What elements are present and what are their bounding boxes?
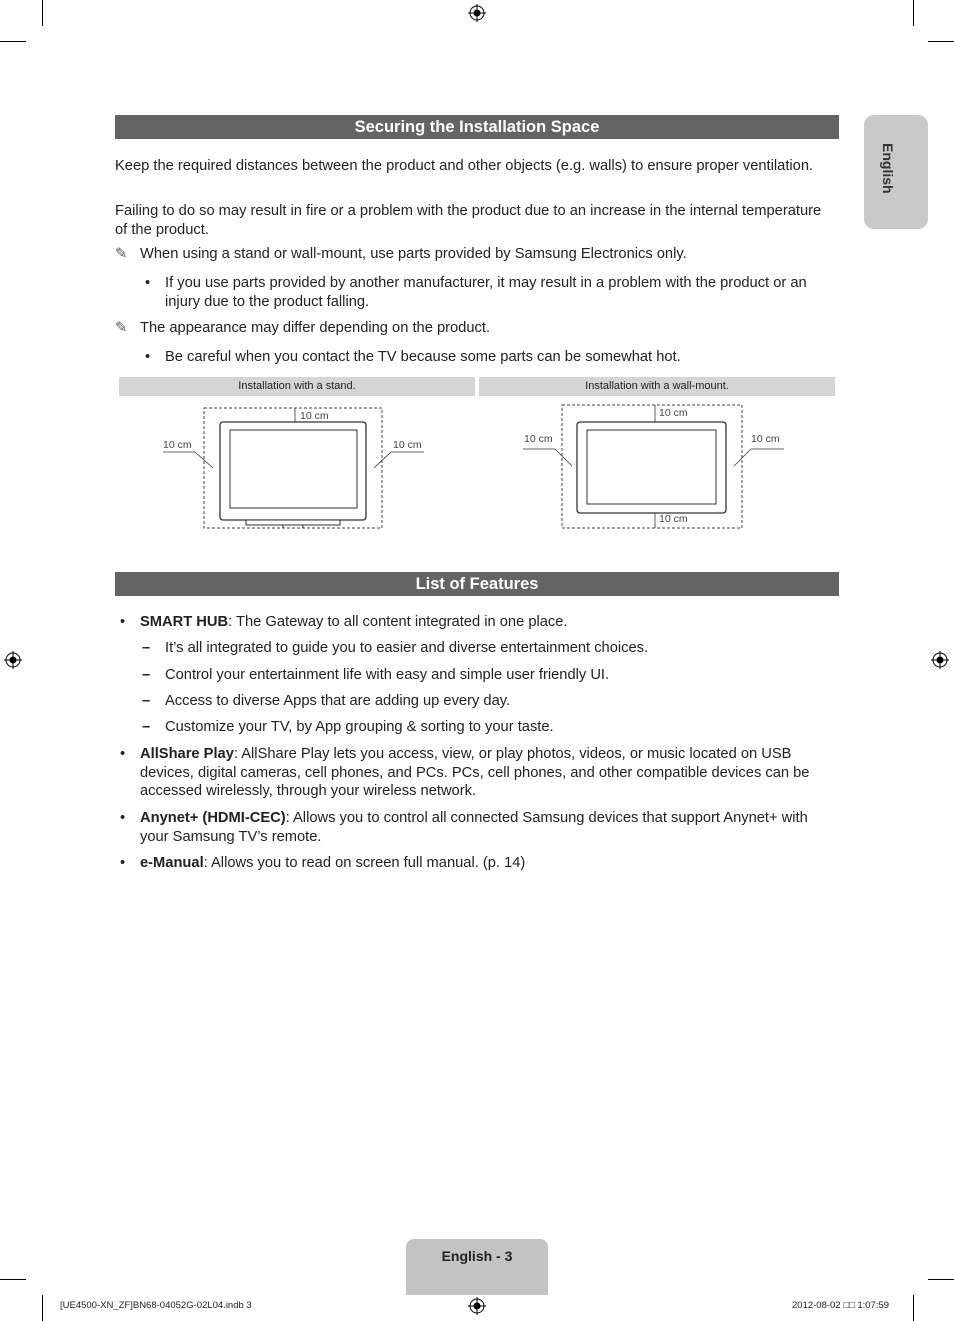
pencil-note-icon: ✎ <box>115 246 128 262</box>
dash-icon: – <box>142 667 151 683</box>
feature-description: : AllShare Play lets you access, view, or play photos, videos, or music located on USB devices, digital cameras, cell phones, and PCs. PCs, cell phones, and other compatible devices can be accessed wirelessly, through your wireless network. <box>140 746 810 799</box>
registration-mark-icon <box>468 1297 486 1315</box>
clearance-label-top: 10 cm <box>659 407 688 419</box>
sub-item <box>142 666 609 685</box>
bullet-item <box>145 274 840 311</box>
note <box>115 319 490 338</box>
bullet-icon: • <box>145 349 151 365</box>
feature-term: Anynet+ (HDMI-CEC) <box>140 810 286 826</box>
clearance-label-right: 10 cm <box>393 439 422 451</box>
crop-mark <box>0 41 26 42</box>
language-side-tab-label: English <box>880 143 896 194</box>
registration-mark-icon <box>4 651 22 669</box>
clearance-label-left: 10 cm <box>524 433 553 445</box>
bullet-icon: • <box>120 746 126 762</box>
sub-item-text: It’s all integrated to guide you to easier and diverse entertainment choices. <box>165 640 649 656</box>
feature-description: : Allows you to control all connected Samsung devices that support Anynet+ with your Samsung TV’s remote. <box>140 810 808 845</box>
pencil-note-icon: ✎ <box>115 320 128 336</box>
note <box>115 245 687 264</box>
feature-item-allshare-play <box>120 745 840 801</box>
sub-item-text: Control your entertainment life with easy and simple user friendly UI. <box>165 667 610 683</box>
clearance-label-top: 10 cm <box>300 410 329 422</box>
language-side-tab <box>864 115 928 229</box>
figure-caption-stand: Installation with a stand. <box>119 377 475 396</box>
crop-mark <box>928 1279 954 1280</box>
sub-item <box>142 639 648 658</box>
feature-item-anynet <box>120 809 840 846</box>
crop-mark <box>0 1279 26 1280</box>
feature-term: e-Manual <box>140 855 204 871</box>
clearance-label-bottom: 10 cm <box>659 513 688 525</box>
crop-mark <box>42 0 43 26</box>
dash-icon: – <box>142 693 151 709</box>
clearance-label-left: 10 cm <box>163 439 192 451</box>
page-number-tab <box>406 1239 548 1295</box>
tv-wall-mount-illustration <box>479 396 835 536</box>
bullet-icon: • <box>120 614 126 630</box>
feature-term: SMART HUB <box>140 614 229 630</box>
bullet-text: Be careful when you contact the TV because some parts can be somewhat hot. <box>165 349 681 365</box>
crop-mark <box>928 41 954 42</box>
page-number: English - 3 <box>441 1248 513 1264</box>
section-title-features: List of Features <box>115 572 839 596</box>
note-text: When using a stand or wall-mount, use parts provided by Samsung Electronics only. <box>140 246 687 262</box>
registration-mark-icon <box>468 4 486 22</box>
paragraph: Failing to do so may result in fire or a problem with the product due to an increase in the internal temperature of the product. <box>115 203 822 238</box>
sub-item-text: Access to diverse Apps that are adding up every day. <box>165 693 511 709</box>
bullet-item <box>145 348 840 367</box>
sub-item <box>142 692 510 711</box>
tv-stand-illustration <box>119 396 475 536</box>
dash-icon: – <box>142 640 151 656</box>
crop-mark <box>42 1295 43 1321</box>
bullet-icon: • <box>145 275 151 291</box>
feature-description: : The Gateway to all content integrated in one place. <box>228 614 568 630</box>
sub-item <box>142 718 554 737</box>
sub-item-text: Customize your TV, by App grouping & sorting to your taste. <box>165 719 554 735</box>
note-text: The appearance may differ depending on the product. <box>140 320 491 336</box>
feature-item-e-manual <box>120 854 840 873</box>
feature-item-smart-hub <box>120 613 840 632</box>
bullet-text: If you use parts provided by another manufacturer, it may result in a problem with the product or an injury due to the product falling. <box>165 275 807 310</box>
section-title-installation: Securing the Installation Space <box>115 115 839 139</box>
crop-mark <box>913 1295 914 1321</box>
imprint-file: [UE4500-XN_ZF]BN68-04052G-02L04.indb 3 <box>60 1300 252 1311</box>
feature-term: AllShare Play <box>140 746 234 762</box>
feature-description: : Allows you to read on screen full manual. (p. 14) <box>203 855 526 871</box>
figure-caption-wall: Installation with a wall-mount. <box>479 377 835 396</box>
bullet-icon: • <box>120 810 126 826</box>
crop-mark <box>913 0 914 26</box>
paragraph: Keep the required distances between the product and other objects (e.g. walls) to ensure proper ventilation. <box>115 158 814 174</box>
imprint-timestamp: 2012-08-02 □□ 1:07:59 <box>792 1300 890 1311</box>
dash-icon: – <box>142 719 151 735</box>
registration-mark-icon <box>931 651 949 669</box>
clearance-label-right: 10 cm <box>751 433 780 445</box>
bullet-icon: • <box>120 855 126 871</box>
